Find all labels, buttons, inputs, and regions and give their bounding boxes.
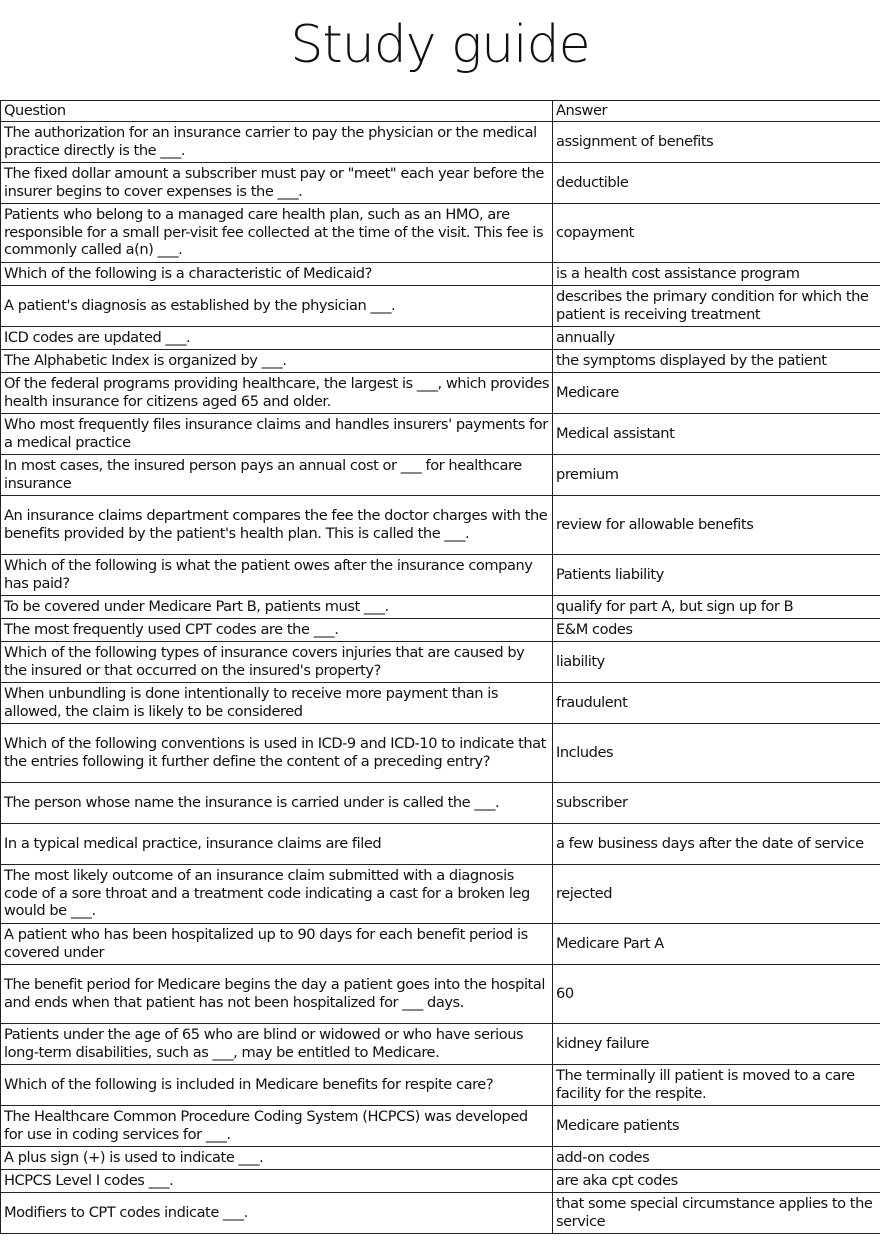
table-row: [1, 162, 880, 203]
answer-cell: 60: [553, 964, 880, 1023]
table-row: [1, 864, 880, 923]
answer-cell: is a health cost assistance program: [553, 262, 880, 285]
table-header-row: [1, 101, 880, 122]
answer-cell: Medicare patients: [553, 1105, 880, 1146]
study-guide-table: [0, 100, 880, 1234]
question-cell: In most cases, the insured person pays an annual cost or ___ for healthcare insurance: [1, 454, 553, 495]
table-row: [1, 682, 880, 723]
question-cell: To be covered under Medicare Part B, patients must ___.: [1, 595, 553, 618]
table-row: [1, 923, 880, 964]
question-cell: ICD codes are updated ___.: [1, 326, 553, 349]
table-row: [1, 495, 880, 554]
question-cell: Patients who belong to a managed care health plan, such as an HMO, are responsible for a small per-visit fee collected at the time of the visit. This fee is commonly called a(n) ___.: [1, 203, 553, 262]
answer-cell: E&M codes: [553, 618, 880, 641]
table-row: [1, 203, 880, 262]
answer-cell: fraudulent: [553, 682, 880, 723]
question-cell: The benefit period for Medicare begins the day a patient goes into the hospital and ends when that patient has not been hospitalized for ___ days.: [1, 964, 553, 1023]
question-cell: The person whose name the insurance is carried under is called the ___.: [1, 782, 553, 823]
question-cell: The most likely outcome of an insurance claim submitted with a diagnosis code of a sore throat and a treatment code indicating a cast for a broken leg would be ___.: [1, 864, 553, 923]
question-cell: Of the federal programs providing healthcare, the largest is ___, which provides health insurance for citizens aged 65 and older.: [1, 372, 553, 413]
answer-cell: are aka cpt codes: [553, 1169, 880, 1192]
table-row: [1, 121, 880, 162]
table-row: [1, 1023, 880, 1064]
table-row: [1, 372, 880, 413]
answer-cell: Medical assistant: [553, 413, 880, 454]
table-row: [1, 1146, 880, 1169]
question-cell: The most frequently used CPT codes are the ___.: [1, 618, 553, 641]
question-cell: The Alphabetic Index is organized by ___.: [1, 349, 553, 372]
table-row: [1, 641, 880, 682]
question-cell: Which of the following types of insurance covers injuries that are caused by the insured or that occurred on the insured's property?: [1, 641, 553, 682]
answer-cell: annually: [553, 326, 880, 349]
answer-cell: subscriber: [553, 782, 880, 823]
question-cell: Which of the following conventions is used in ICD-9 and ICD-10 to indicate that the entries following it further define the content of a preceding entry?: [1, 723, 553, 782]
question-cell: Which of the following is included in Medicare benefits for respite care?: [1, 1064, 553, 1105]
question-cell: Patients under the age of 65 who are blind or widowed or who have serious long-term disabilities, such as ___, may be entitled to Medicare.: [1, 1023, 553, 1064]
table-row: [1, 1192, 880, 1233]
table-row: [1, 262, 880, 285]
question-cell: In a typical medical practice, insurance claims are filed: [1, 823, 553, 864]
answer-cell: Medicare: [553, 372, 880, 413]
table-row: [1, 454, 880, 495]
answer-cell: Patients liability: [553, 554, 880, 595]
answer-cell: qualify for part A, but sign up for B: [553, 595, 880, 618]
question-cell: A patient who has been hospitalized up to 90 days for each benefit period is covered under: [1, 923, 553, 964]
answer-cell: Medicare Part A: [553, 923, 880, 964]
question-cell: Which of the following is what the patient owes after the insurance company has paid?: [1, 554, 553, 595]
answer-cell: a few business days after the date of service: [553, 823, 880, 864]
answer-cell: kidney failure: [553, 1023, 880, 1064]
answer-cell: liability: [553, 641, 880, 682]
answer-cell: that some special circumstance applies to the service: [553, 1192, 880, 1233]
question-cell: Which of the following is a characteristic of Medicaid?: [1, 262, 553, 285]
question-cell: Who most frequently files insurance claims and handles insurers' payments for a medical practice: [1, 413, 553, 454]
column-header-answer: Answer: [553, 101, 880, 122]
table-row: [1, 285, 880, 326]
answer-cell: the symptoms displayed by the patient: [553, 349, 880, 372]
question-cell: Modifiers to CPT codes indicate ___.: [1, 1192, 553, 1233]
column-header-question: Question: [1, 101, 553, 122]
answer-cell: The terminally ill patient is moved to a care facility for the respite.: [553, 1064, 880, 1105]
answer-cell: rejected: [553, 864, 880, 923]
table-row: [1, 554, 880, 595]
table-row: [1, 618, 880, 641]
question-cell: The fixed dollar amount a subscriber must pay or "meet" each year before the insurer begins to cover expenses is the ___.: [1, 162, 553, 203]
question-cell: A patient's diagnosis as established by the physician ___.: [1, 285, 553, 326]
answer-cell: premium: [553, 454, 880, 495]
question-cell: When unbundling is done intentionally to receive more payment than is allowed, the claim is likely to be considered: [1, 682, 553, 723]
answer-cell: add-on codes: [553, 1146, 880, 1169]
table-row: [1, 782, 880, 823]
page-title: Study guide: [290, 15, 590, 75]
question-cell: A plus sign (+) is used to indicate ___.: [1, 1146, 553, 1169]
table-row: [1, 1105, 880, 1146]
answer-cell: assignment of benefits: [553, 121, 880, 162]
answer-cell: Includes: [553, 723, 880, 782]
question-cell: An insurance claims department compares the fee the doctor charges with the benefits provided by the patient's health plan. This is called the ___.: [1, 495, 553, 554]
table-row: [1, 413, 880, 454]
table-row: [1, 1169, 880, 1192]
answer-cell: describes the primary condition for which the patient is receiving treatment: [553, 285, 880, 326]
answer-cell: copayment: [553, 203, 880, 262]
table-row: [1, 723, 880, 782]
table-row: [1, 349, 880, 372]
answer-cell: deductible: [553, 162, 880, 203]
question-cell: The authorization for an insurance carrier to pay the physician or the medical practice directly is the ___.: [1, 121, 553, 162]
question-cell: HCPCS Level I codes ___.: [1, 1169, 553, 1192]
question-cell: The Healthcare Common Procedure Coding System (HCPCS) was developed for use in coding services for ___.: [1, 1105, 553, 1146]
table-row: [1, 964, 880, 1023]
table-row: [1, 326, 880, 349]
table-row: [1, 1064, 880, 1105]
table-row: [1, 823, 880, 864]
table-row: [1, 595, 880, 618]
answer-cell: review for allowable benefits: [553, 495, 880, 554]
